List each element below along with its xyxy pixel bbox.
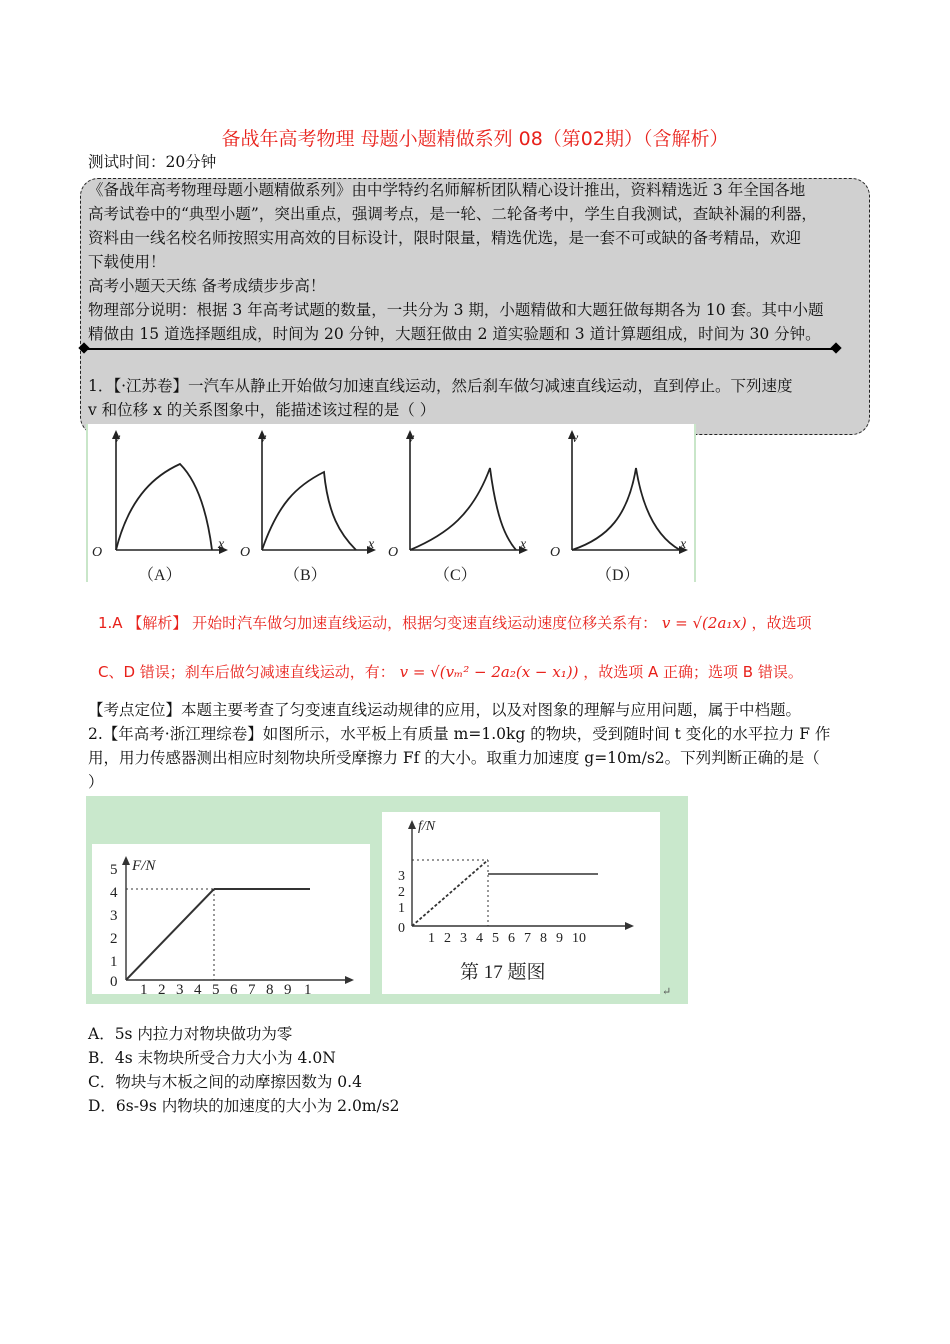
origin-label: 0 xyxy=(110,974,118,990)
q1-answer-line xyxy=(98,612,812,633)
x-tick: 1 xyxy=(428,931,435,946)
x-tick: 7 xyxy=(524,931,531,946)
q2-stem: 2.【年高考·浙江理综卷】如图所示，水平板上有质量 m=1.0kg 的物块，受到随时间 t 变化的水平拉力 F 作 xyxy=(88,725,831,743)
intro-line: 《备战年高考物理母题小题精做系列》由中学特约名师解析团队精心设计推出，资料精选近 3 年全国各地 xyxy=(88,181,806,199)
x-tick: 8 xyxy=(266,982,274,994)
x-tick: 3 xyxy=(460,931,467,946)
q2-stem: ） xyxy=(88,773,104,791)
y-axis-label: F/N xyxy=(132,858,156,874)
q2-option-a: A．5s 内拉力对物块做功为零 xyxy=(88,1025,293,1043)
x-axis-label: x xyxy=(520,537,527,552)
velocity-formula: v = √(vₘ² − 2a₂(x − x₁)) xyxy=(399,663,579,681)
divider-rule xyxy=(84,348,838,350)
v-axis-label: v xyxy=(114,431,121,446)
friction-chart xyxy=(382,812,660,994)
test-time: 测试时间：20分钟 xyxy=(88,153,217,171)
force-chart xyxy=(92,844,370,994)
q2-figure xyxy=(86,796,688,1004)
x-axis-label: x xyxy=(368,537,375,552)
graph-a xyxy=(92,430,228,582)
answer-text: ，故选项 A 正确；选项 B 错误。 xyxy=(583,663,803,681)
x-tick: 2 xyxy=(444,931,451,946)
y-tick: 4 xyxy=(110,885,118,901)
x-tick: 5 xyxy=(492,931,499,946)
x-tick: 9 xyxy=(556,931,563,946)
q2-option-c: C．物块与木板之间的动摩擦因数为 0.4 xyxy=(88,1073,362,1091)
origin-label: O xyxy=(550,545,561,560)
intro-line: 高考试卷中的“典型小题”，突出重点，强调考点，是一轮、二轮备考中，学生自我测试，查缺补漏的利器， xyxy=(88,205,817,223)
x-tick: 7 xyxy=(248,982,256,994)
x-tick: 2 xyxy=(158,982,166,994)
y-axis-label: f/N xyxy=(418,819,436,834)
x-tick: 9 xyxy=(284,982,292,994)
x-tick: 5 xyxy=(212,982,220,994)
v-axis-label: v xyxy=(572,431,579,446)
y-tick: 3 xyxy=(398,869,405,884)
intro-line: 下载使用！ xyxy=(88,253,166,271)
y-tick: 1 xyxy=(110,954,118,970)
option-label: （D） xyxy=(596,567,640,582)
x-tick: 4 xyxy=(476,931,483,946)
x-axis-label: x xyxy=(218,537,225,552)
intro-line: 资料由一线名校名师按照实用高效的目标设计，限时限量，精选优选，是一套不可或缺的备考精品，欢迎 xyxy=(88,229,802,247)
intro-line: 精做由 15 道选择题组成，时间为 20 分钟，大题狂做由 2 道实验题和 3 道计算题组成，时间为 30 分钟。 xyxy=(88,325,821,343)
x-tick: 4 xyxy=(194,982,202,994)
x-tick: 6 xyxy=(230,982,238,994)
graph-c xyxy=(388,430,528,582)
origin-label: O xyxy=(388,545,399,560)
option-label: （B） xyxy=(284,567,327,582)
graph-d xyxy=(550,430,688,582)
x-tick: 1 xyxy=(304,982,312,994)
answer-text: 1.A 【解析】 开始时汽车做匀加速直线运动，根据匀变速直线运动速度位移关系有： xyxy=(98,614,658,632)
intro-line: 物理部分说明：根据 3 年高考试题的数量，一共分为 3 期，小题精做和大题狂做每期各为 10 套。其中小题 xyxy=(88,301,824,319)
x-tick: 1 xyxy=(140,982,148,994)
x-tick: 6 xyxy=(508,931,515,946)
answer-text: C、D 错误；刹车后做匀减速直线运动，有： xyxy=(98,663,395,681)
v-axis-label: v xyxy=(260,431,267,446)
q2-option-d: D．6s-9s 内物块的加速度的大小为 2.0m/s2 xyxy=(88,1097,400,1115)
figure-caption: 第 17 题图 xyxy=(460,962,546,983)
option-label: （A） xyxy=(138,567,182,582)
document-title: 备战年高考物理 母题小题精做系列 08（第02期）（含解析） xyxy=(221,128,729,150)
x-tick: 3 xyxy=(176,982,184,994)
answer-text: ，故选项 xyxy=(751,614,812,632)
x-tick: 8 xyxy=(540,931,547,946)
y-tick: 3 xyxy=(110,908,118,924)
intro-slogan: 高考小题天天练 备考成绩步步高！ xyxy=(88,277,326,295)
q1-key-point: 【考点定位】本题主要考查了匀变速直线运动规律的应用，以及对图象的理解与应用问题，属于中档题。 xyxy=(88,701,802,719)
y-tick: 5 xyxy=(110,862,118,878)
q1-figure xyxy=(86,424,696,582)
q2-stem: 用，用力传感器测出相应时刻物块所受摩擦力 Ff 的大小。取重力加速度 g=10m/s2。下列判断正确的是（ xyxy=(88,749,820,767)
y-tick: 1 xyxy=(398,901,405,916)
graph-b xyxy=(240,430,376,582)
y-tick: 2 xyxy=(398,885,405,900)
origin-label: 0 xyxy=(398,921,405,936)
x-tick: 10 xyxy=(572,931,586,946)
force-chart-panel xyxy=(92,844,370,994)
q1-stem: 1．【·江苏卷】一汽车从静止开始做匀加速直线运动，然后刹车做匀减速直线运动，直到停止。下列速度 xyxy=(88,377,793,395)
friction-chart-panel xyxy=(382,812,660,994)
y-tick: 2 xyxy=(110,931,118,947)
velocity-formula: v = √(2a₁x) xyxy=(661,614,747,632)
origin-label: O xyxy=(92,545,103,560)
v-axis-label: v xyxy=(408,431,415,446)
origin-label: O xyxy=(240,545,251,560)
x-axis-label: x xyxy=(680,537,687,552)
q1-stem: v 和位移 x 的关系图象中，能描述该过程的是（ ） xyxy=(88,401,436,419)
paragraph-mark: ↵ xyxy=(662,985,672,998)
q1-answer-line xyxy=(98,661,803,682)
q2-option-b: B．4s 末物块所受合力大小为 4.0N xyxy=(88,1049,336,1067)
q1-graphs xyxy=(88,424,694,582)
option-label: （C） xyxy=(434,567,477,582)
